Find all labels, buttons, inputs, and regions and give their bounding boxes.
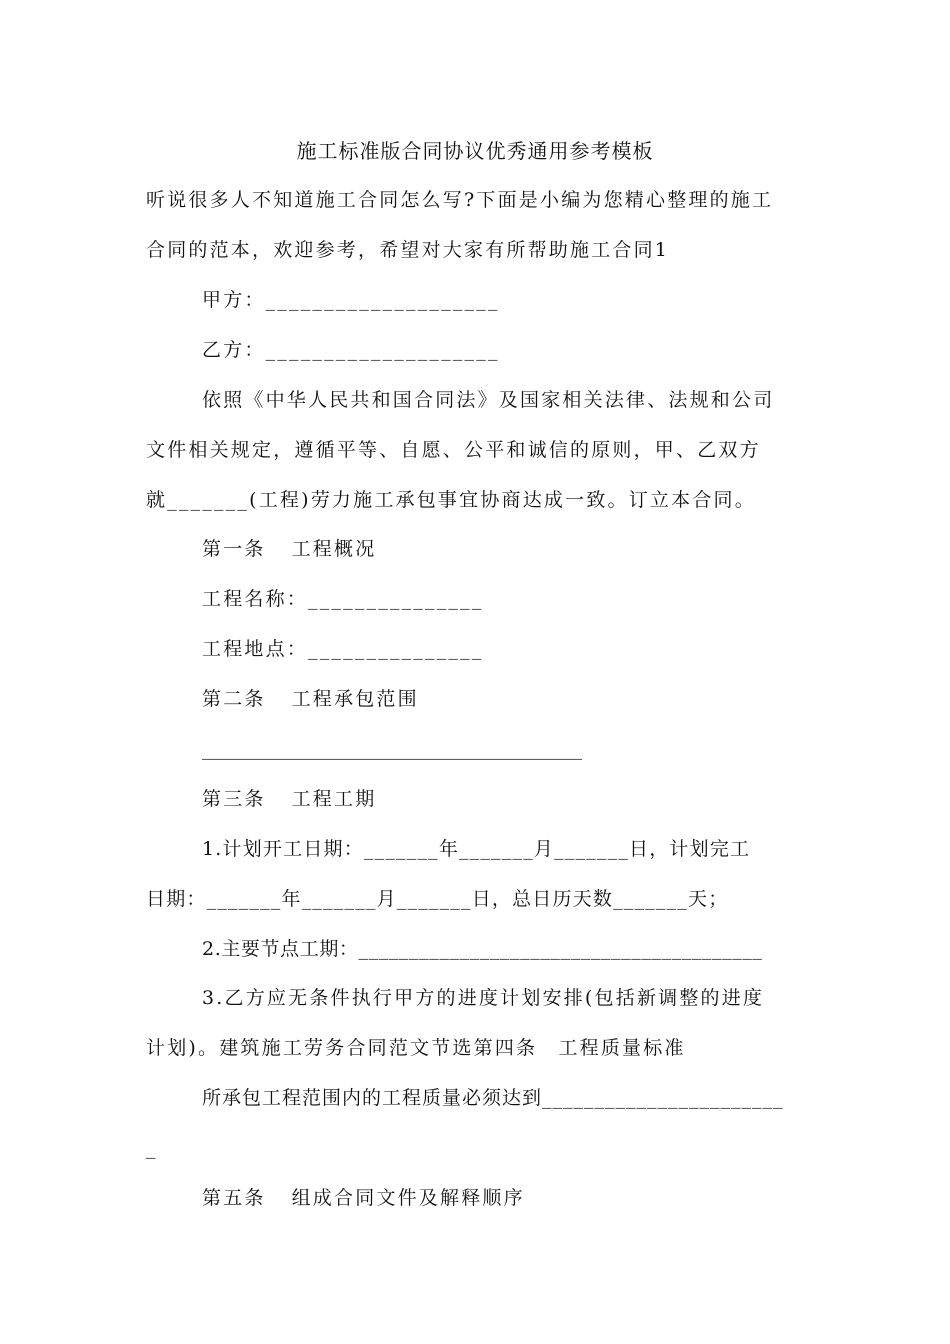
article-1-heading (202, 537, 806, 561)
party-b-line: 乙方：____________________ (202, 339, 500, 361)
party-a-line: 甲方：____________________ (202, 289, 500, 311)
article-2-title: 工程承包范围 (291, 688, 419, 710)
project-name-line: 工程名称：_______________ (202, 588, 484, 610)
basis-line-3: 就_______(工程)劳力施工承包事宜协商达成一致。订立本合同。 (146, 489, 756, 511)
document-title: 施工标准版合同协议优秀通用参考模板 (296, 139, 654, 163)
article-3-title: 工程工期 (291, 788, 377, 810)
article-5-heading (202, 1186, 806, 1210)
milestone-line: 2.主要节点工期：________________________________________ (202, 938, 763, 960)
quality-line-1: 所承包工程范围内的工程质量必须达到_______________________ (202, 1087, 784, 1109)
article-1-number: 第一条 (202, 538, 266, 560)
period-line-1: 1.计划开工日期：_______年_______月_______日，计划完工 (202, 838, 751, 860)
basis-line-1: 依照《中华人民共和国合同法》及国家相关法律、法规和公司 (202, 389, 775, 411)
article-2-heading (202, 687, 806, 711)
article-3-number: 第三条 (202, 788, 266, 810)
article-3-heading (202, 787, 806, 811)
intro-line-2: 合同的范本，欢迎参考，希望对大家有所帮助施工合同1 (146, 239, 670, 261)
schedule-line-1: 3.乙方应无条件执行甲方的进度计划安排(包括新调整的进度 (202, 987, 765, 1009)
article-1-title: 工程概况 (291, 538, 377, 560)
project-location-line: 工程地点：_______________ (202, 638, 484, 660)
intro-line-1: 听说很多人不知道施工合同怎么写?下面是小编为您精心整理的施工 (146, 189, 774, 211)
scope-blank-line: ________________________________________ (202, 738, 582, 760)
period-line-2: 日期：_______年_______月_______日，总日历天数_______天； (146, 888, 729, 910)
quality-line-2: _ (146, 1137, 158, 1159)
article-5-number: 第五条 (202, 1187, 266, 1209)
article-5-title: 组成合同文件及解释顺序 (291, 1187, 525, 1209)
schedule-line-2: 计划)。建筑施工劳务合同范文节选第四条 工程质量标准 (146, 1037, 686, 1059)
article-2-number: 第二条 (202, 688, 266, 710)
basis-line-2: 文件相关规定，遵循平等、自愿、公平和诚信的原则，甲、乙双方 (146, 439, 761, 461)
